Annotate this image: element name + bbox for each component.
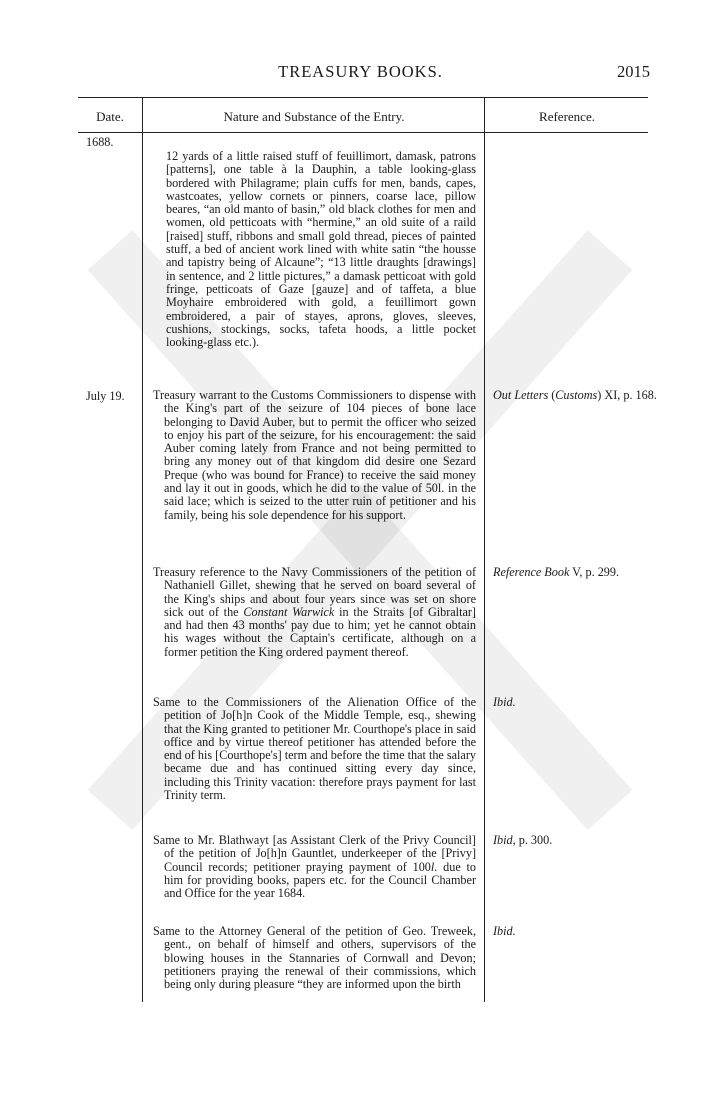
entry-reference: [493, 389, 663, 402]
entry-body: [153, 566, 476, 659]
column-header-date: Date.: [96, 109, 124, 124]
entry-body: [153, 696, 476, 802]
entry-reference: [493, 925, 663, 938]
page-number: 2015: [617, 62, 650, 81]
entry-body: [153, 834, 476, 900]
column-divider-right: [484, 97, 485, 1002]
header-rule: [78, 132, 648, 133]
entry-reference: [493, 566, 663, 579]
reference-text: Ibid.: [493, 695, 516, 709]
entry-reference: [493, 834, 663, 847]
entry-reference: [493, 696, 663, 709]
entry-text: 12 yards of a little raised stuff of feuillimort, damask, patrons [patterns], one table à la Dauphin, a table looking-glass bordered with Philagrame; plain cuffs for men, bands, capes, wastcoates, yellow cornets or pinners, coarse lace, pillow beares, “an old manto of basin,” old black clothes for men and women, old petticoats with “hermine,” an old suite of a raild [raised] stuff, ribbons and small gold thread, pieces of painted stuff, a bed of ancient work lined with white satin “the housse and tapistry being of Alcaune”; “13 little draughts [drawings] in sentence, and 2 little pictures,” a damask petticoat with gold fringe, petticoats of Gaze [gauze] and of taffeta, a blue Moyhaire embroidered with gold, a feuillimort gown embroidered, a pair of stayes, aprons, gloves, sleeves, cushions, stockings, socks, tafeta hoods, a little pocket looking-glass etc.).: [166, 149, 476, 350]
entry-text: Same to Mr. Blathwayt [as Assistant Clerk of the Privy Council] of the petition of Jo[h]n Gauntlet, underkeeper of the [Privy] Council records; petitioner praying payment of 100l. due to him for providing books, papers etc. for the Council Chamber and Office for the year 1684.: [153, 833, 476, 901]
entry-text: Treasury warrant to the Customs Commissioners to dispense with the King's part of the seizure of 104 pieces of bone lace belonging to David Auber, but to permit the officer who seized to enjoy his part of the seizure, for his encouragement: the said Auber coming lately from France and not being permitted to bring any money out of that kingdom did desire one Sezard Preque (who was bound for France) to receive the said money and lay it out in goods, which he did to the value of 50l. in the said lace; which is seized to the utter ruin of petitioner and his family, being his sole dependence for his support.: [153, 388, 476, 522]
year-label: 1688.: [86, 135, 114, 149]
entry-continuation: [166, 150, 476, 349]
top-rule: [78, 97, 648, 98]
entry-body: [153, 925, 476, 991]
entry-text: Same to the Commissioners of the Alienation Office of the petition of Jo[h]n Cook of the Middle Temple, esq., shewing that the King granted to petitioner Mr. Courthope's place in said office and by virtue thereof petitioner has attended before the end of his [Courthope's] term and before the time that the salary became due and has continued sitting every day since, including this Trinity vacation: therefore prays payment for last Trinity term.: [153, 695, 476, 803]
column-header-nature: Nature and Substance of the Entry.: [223, 109, 405, 124]
entry-date: July 19.: [86, 389, 125, 403]
column-divider-left: [142, 97, 143, 1002]
entry-body: [153, 389, 476, 522]
entry-text: Treasury reference to the Navy Commissioners of the petition of Nathaniell Gillet, shewing that he served on board several of the King's ships and about four years since was set on shore sick out of the Constant Warwick in the Straits [of Gibraltar] and had then 43 months' pay due to him; yet he cannot obtain his wages without the Captain's certificate, although on a former petition the King ordered payment thereof.: [153, 565, 476, 659]
reference-text: Out Letters (Customs) XI, p. 168.: [493, 388, 657, 402]
running-head: [0, 62, 721, 82]
entry-text: Same to the Attorney General of the petition of Geo. Treweek, gent., on behalf of himself and others, supervisors of the blowing houses in the Stannaries of Cornwall and Devon; petitioners praying the renewal of their commissions, which being only during pleasure “they are informed upon the birth: [153, 924, 476, 992]
reference-text: Reference Book V, p. 299.: [493, 565, 620, 579]
reference-text: Ibid.: [493, 924, 516, 938]
reference-text: Ibid, p. 300.: [493, 833, 553, 847]
page-title: TREASURY BOOKS.: [278, 62, 443, 81]
column-header-reference: Reference.: [539, 109, 595, 124]
